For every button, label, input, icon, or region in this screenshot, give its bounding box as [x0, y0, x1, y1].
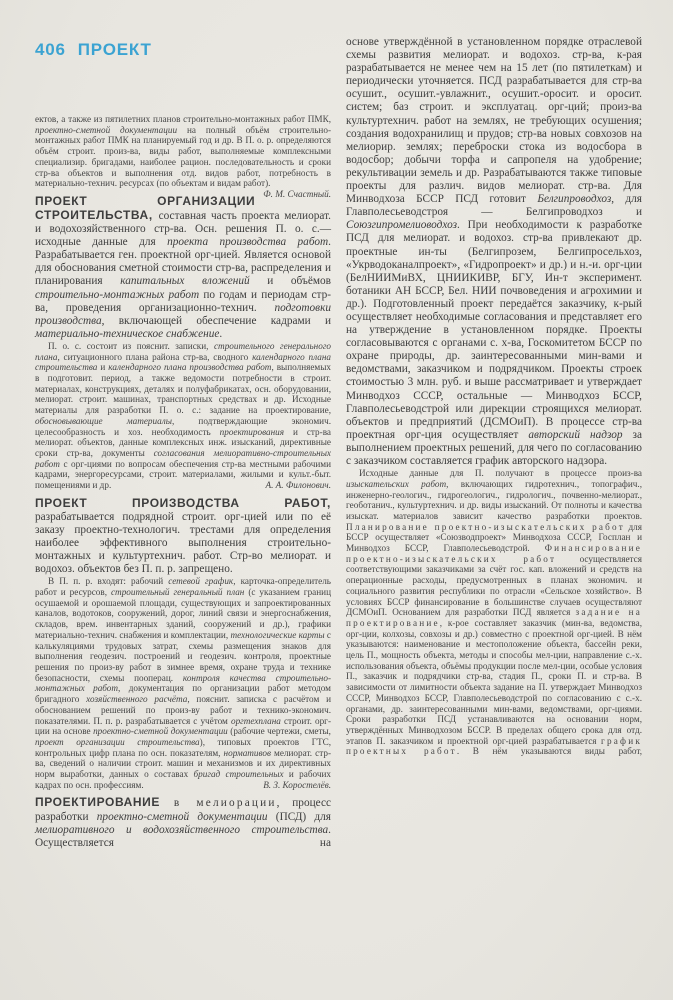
text-segment: и рабочих кадрах по осн. профессиям.: [35, 769, 331, 790]
text-segment: (с указанием границ осушаемой и орошаемой площади, существующих и запроектированных каналов, водотоков, сооружений, дорог, линий связи и энергоснабжения, складов, врем. инвентарных зданий, сооружений и др.), графики материально-технич. снабжения и комплектации,: [35, 587, 331, 640]
text-segment: на полный объём строительно-монтажных работ ПМК на планируемый год и др. В П. о. р. определяются объём строит. произ-ва, виды работ, выполняемые комплексными специализир. бригадами, наиболее рацион. последовательность и сроки стр-ва объектов и выполнения отд. видов работ, потребность в материально-технич. ресурсах (по объектам и видам работ).: [35, 124, 332, 189]
text-segment: (ПСД) для: [267, 810, 331, 823]
text-segment: строит. орг-ции на основе: [35, 715, 332, 737]
text-segment: проектно-сметной документации: [96, 810, 268, 823]
text-segment: , выполняемых в подготовит. период, а также ведомости потребности в строит. материалах, конструкциях, деталях и полуфабрикатах, осн. оборудовании, мелиорат. строит. машинах, транспортных средствах и др. Исходные материалы для разработки П. о. с.: задание на проектирование,: [35, 362, 332, 416]
text-segment: , документация по организации работ методом бригадного: [35, 683, 331, 705]
text-segment: строительного генерального плана: [35, 340, 331, 362]
paragraph: [35, 576, 331, 790]
headword: ПРОЕКТИРОВАНИЕ: [35, 795, 174, 810]
column-right: [346, 36, 642, 850]
text-segment: с калькуляциями трудовых затрат, схемы размещения знаков для выполнения геодезич. построений и геодезич. контроля, проектные решения по произ-ву работ в зимнее время, охране труда и технике безопасности, схемы пооперац.: [35, 629, 331, 683]
text-segment: , для Главполесьеводстроя — Белгипроводхоз и: [346, 193, 642, 219]
text-segment: строительно-монтажных работ: [35, 288, 200, 301]
paragraph: [35, 195, 331, 341]
text-segment: согласования мелиоративно-строительных работ: [35, 447, 332, 469]
text-segment: бригад строительных: [193, 769, 284, 780]
text-segment: и объёмов: [249, 275, 331, 288]
paragraph: [35, 341, 331, 491]
text-segment: Исходные данные для П. получают в процессе произ-ва: [359, 468, 642, 479]
text-segment: и стр-ва мелиорат. объектов, данные комплексных инж. изысканий, директивные сроки стр-ва, документы: [35, 426, 331, 458]
text-segment: мелиорат. стр-ва, сведений о наличии строит. машин и механизмов и их директивных норм выработки, данных о составах: [35, 747, 332, 780]
text-segment: .: [219, 327, 223, 340]
paragraph: [346, 468, 642, 757]
running-head: [35, 40, 331, 60]
text-segment: , к-рое составляет заказчик (мин-ва, ведомства, орг-ции, колхозы, совхозы и др.) совместно с проектной орг-цией. В нём указываются: наименование и местоположение объекта, бассейн реки, цель П., мощность объекта, методы и способы мел-ции, направление с.-х. использования объекта, объёмы продукции после мел-ции, особые условия П., заказчик и подрядчики стр-ва, стадия П., сроки П. и стр-ва. В зависимости от лимитности объекта задание на П. утверждает Минводхоз СССР, Минводхоз БССР, Главполесьеводстрой по согласованию с с.-х. органами, др. заинтересованными мин-вами, ведомствами, орг-циями. Сроки разработки ПСД устанавливаются на основании норм, утверждённых Минводхозом БССР. В пределах общего срока для отд. этапов П. заказчиком и проектной орг-цией разрабатывается: [346, 617, 642, 746]
text-segment: подготовки производства: [35, 301, 331, 327]
text-segment: разрабатывается подрядной строит. орг-цией или по её заказу проектно-технологич. трестами для определения наиболее эффективного выполнения строительно-монтажных и культуртехнич. работ. Стр-во мелиорат. и водохоз. объектов без П. п. р. запрещено.: [35, 510, 331, 576]
text-segment: мелиоративного и водохозяйственного строительства: [35, 823, 329, 836]
text-segment: . В нём указываются виды работ,: [456, 746, 643, 757]
author-signature: Ф. М. Счастный.: [263, 188, 331, 199]
text-segment: (рабочие чертежи, сметы,: [227, 726, 331, 737]
text-segment: хозяйственного расчёта: [86, 694, 188, 705]
text-segment: контроля качества строительно-монтажных работ: [35, 672, 331, 694]
text-segment: Планирование проектно-изыскательских работ: [346, 521, 625, 532]
text-segment: . При необходимости к разработке ПСД для мелиорат. и водохоз. стр-ва привлекают др. проектные ин-ты (Белгипрозем, Белгипросельхоз, «Укрводоканалпроект», «Гидропроект» и др.) и н.-и. орг-ции (БелНИИМиВХ, ЦНИИКИВР, БГУ, Ин-т эксперимент. ботаники АН БССР, Бел. НИИ почвоведения и агрохимии и др.). Подготовленный проект передаётся заказчику, к-рый осуществляет необходимые согласования и представляет его на утверждение в установленном порядке. Проекты согласовываются с органами с. х-ва, Госкомитетом БССР по охране природы, др. заинтересованными мин-вами и ведомствами, заказчиком и подрядчиком. Проекты строек стоимостью 3 млн. руб. и выше рассматривает и утверждает Минводхоз СССР, остальные — Минводхоз БССР, Главполесьеводстрой или дирекции строящихся мелиорат. объектов и предприятий (ДСМОиП). В процессе стр-ва проектная орг-ция осуществляет: [346, 219, 642, 441]
text-segment: ), типовых проектов ГТС, контрольных цифр плана по осн. показателям,: [35, 736, 331, 758]
text-segment: в мелиорации: [173, 797, 277, 810]
text-segment: , включающих гидротехнич., топографич., инженерно-геологич., гидрогеологич., гидрологич., почвенно-мелиорат., геоботанич., культуртехнич. и др. виды изысканий. От полноты и качества изыскат. материалов зависит качество разработки проектов.: [346, 478, 642, 521]
paragraph: [35, 497, 331, 577]
headword: ПРОЕКТ ОРГАНИЗАЦИИ СТРОИТЕЛЬСТВА,: [35, 193, 256, 223]
author-signature: А. А. Филонович.: [265, 480, 331, 491]
text-segment: календарного плана производства работ: [108, 362, 272, 373]
text-segment: П. о. с. состоит из пояснит. записки,: [48, 340, 214, 351]
text-segment: Финансирование проектно-изыскательских работ: [346, 543, 642, 564]
text-segment: с орг-циями по вопросам обеспечения стр-ва местными рабочими кадрами, энергоресурсами, строит. материалами, жилыми и культ.-быт. помещениями и др.: [35, 458, 331, 491]
text-segment: В П. п. р. входят: рабочий: [48, 576, 169, 587]
text-segment: , процесс разработки: [35, 797, 331, 823]
text-segment: технологические карты: [230, 629, 325, 640]
text-segment: , карточка-определитель работ и ресурсов,: [35, 576, 331, 598]
text-segment: , ситуационного плана района стр-ва, сводного: [57, 351, 253, 362]
text-segment: проектно-сметной документации: [35, 124, 178, 135]
text-segment: осуществляется соответствующими заказчиками за счёт гос. кап. вложений и средств на операционные расходы, предусмотренных в планах экономич. и социального развития республики по отрасли «Сельское хозяйство». В условиях БССР финансирование в большинстве случаев осуществляют ДСМОиП. Основанием для разработки ПСД является: [346, 553, 642, 618]
text-segment: Белгипроводхоз: [537, 193, 612, 206]
text-segment: проекта производства работ: [167, 236, 329, 249]
text-segment: оргтехплана: [230, 715, 281, 726]
text-segment: календарного плана строительства: [35, 351, 331, 373]
running-head-title: ПРОЕКТ: [77, 40, 152, 59]
text-segment: составная часть проекта мелиорат. и водохозяйственного стр-ва. Осн. решения П. о. с.— исходные данные для: [35, 210, 331, 249]
text-segment: проектно-сметной документации: [93, 726, 228, 737]
text-segment: , подтверждающие экономич. целесообразность и хоз. необходимость: [35, 415, 331, 437]
columns-wrapper: [35, 36, 643, 850]
text-segment: проектирования: [219, 426, 285, 437]
text-segment: для БССР осуществляет «Союзводпроект» Минводхоза СССР, Госплан и Минводхоз БССР, Главполесьеводстрой.: [346, 521, 642, 554]
author-signature: В. З. Коростелёв.: [263, 779, 331, 790]
text-segment: изыскательских работ: [346, 478, 447, 489]
text-segment: проект организации строительства: [35, 736, 200, 747]
text-segment: материально-техническое снабжение: [35, 327, 220, 340]
text-segment: и: [97, 362, 109, 373]
text-segment: основе утверждённой в установленном порядке отраслевой схемы развития мелиорат. и водохоз. стр-ва, к-рая разрабатывается не менее чем на 15 лет (по пятилеткам) и периодически уточняется. ПСД разрабатывается для стр-ва осушит., осушит.-увлажнит., осушит.-оросит. и оросит. систем; баз строит. и эксплуатац. орг-ций; произ-ва культуртехнич. работ на землях, не требующих осушения; создания водохранилищ и прудов; стр-ва новых совхозов на мелиорир. землях; переброски стока из водосбора в водосбор; добычи торфа и сапропеля на удобрение; рекультивации земель и др. Разрабатываются также типовые проекты для различ. видов мелиорат. стр-ва. Для Минводхоза БССР ПСД готовит: [346, 36, 642, 206]
page-number: 406: [35, 40, 66, 59]
text-segment: авторский надзор: [528, 428, 623, 441]
text-segment: график проектных работ: [346, 735, 642, 757]
text-segment: . Разрабатывается ген. проектной орг-цией. Является основой для обоснования сметной стоимости стр-ва, распределения и планирования: [35, 236, 331, 288]
text-segment: , пояснит. записка с расчётом и обоснованием решений по произ-ву работ и технико-экономич. показателями. П. п. р. разрабатывается с учётом: [35, 694, 331, 726]
text-segment: обосновывающие материалы: [35, 415, 172, 426]
text-segment: ектов, а также из пятилетних планов строительно-монтажных работ ПМК,: [35, 114, 331, 124]
paragraph: [35, 114, 332, 199]
text-segment: нормативов: [223, 747, 271, 758]
column-left: [35, 36, 331, 850]
headword: ПРОЕКТ ПРОИЗВОДСТВА РАБОТ,: [35, 495, 331, 510]
paragraph: [346, 36, 642, 468]
text-segment: строительный генеральный план: [110, 587, 245, 598]
text-segment: по годам и периодам стр-ва, проведения организационно-технич.: [35, 288, 331, 314]
text-segment: , включающей обеспечение кадрами и: [101, 314, 331, 327]
paragraph: [35, 796, 331, 849]
text-segment: капитальных вложений: [120, 275, 250, 288]
text-segment: Союзгипромелиоводхоз: [346, 219, 457, 232]
text-segment: задание на проектирование: [346, 607, 642, 628]
text-segment: . Осуществляется на: [35, 823, 331, 849]
text-segment: сетевой график: [168, 576, 234, 587]
text-segment: за выполнением проектных решений, для чего по согласованию с заказчиком составляется график авторского надзора.: [346, 428, 642, 467]
